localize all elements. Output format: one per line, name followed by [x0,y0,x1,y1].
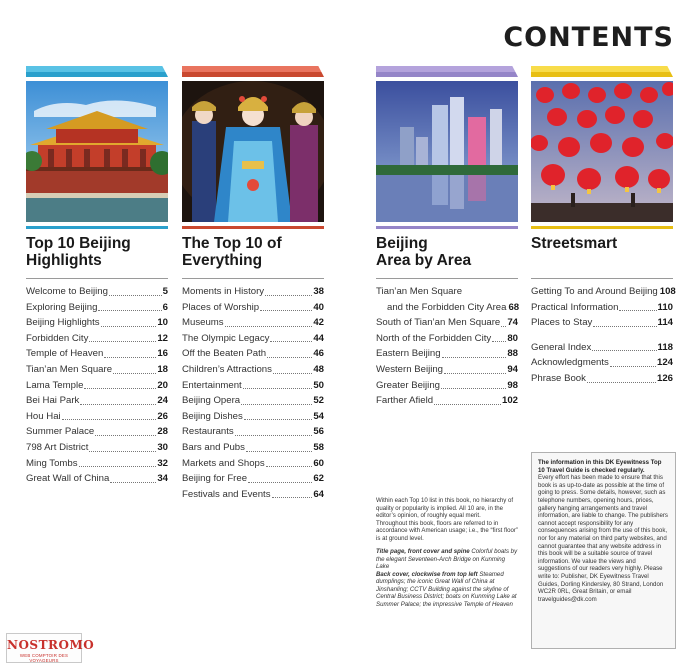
heading-bar [182,226,324,229]
toc-entry[interactable]: Beijing Opera 52 [182,395,324,407]
toc-entry[interactable]: Festivals and Events 64 [182,488,324,500]
section-title-line: Everything [182,252,263,269]
divider [26,278,168,279]
toc-entry[interactable]: Off the Beaten Path 46 [182,348,324,360]
toc-entry[interactable]: The Olympic Legacy 44 [182,332,324,344]
toc-entry[interactable]: Beijing for Free 62 [182,473,324,485]
toc-entry[interactable]: Lama Temple 20 [26,379,168,391]
divider [182,278,324,279]
toc-entry[interactable]: Greater Beijing 98 [376,379,518,391]
toc-entry[interactable]: Moments in History 38 [182,286,324,297]
toc-entry[interactable]: General Index 118 [531,341,673,353]
section-top10-highlights [26,66,168,487]
toc-entry[interactable]: Hou Hai 26 [26,410,168,422]
heading-bar [26,226,168,229]
toc-entry[interactable]: Western Beijing 94 [376,363,518,375]
toc-entry[interactable]: Acknowledgments 124 [531,357,673,369]
toc-entry[interactable]: Farther Afield 102 [376,395,518,407]
toc-entry[interactable]: 798 Art District 30 [26,441,168,453]
toc-entry[interactable]: Bars and Pubs 58 [182,441,324,453]
note-paragraph: Within each Top 10 list in this book, no hierarchy of quality or popularity is implied. All 10 are, in the editor’s opinion, of roughly equal merit. Throughout this book, floors are referred to in accordance with American usage; i.e., the “first floor” is at ground level. [376,497,518,542]
toc-entry[interactable]: Tian’an Men Square 18 [26,363,168,375]
contents-title: CONTENTS [503,22,674,53]
forbidden-city-photo [26,81,168,222]
section-tab [26,66,168,77]
toc-entry[interactable]: Museums 42 [182,317,324,329]
section-title-line: Area by Area [376,252,472,269]
section-top10-everything [182,66,324,502]
toc-entry[interactable]: Summer Palace 28 [26,426,168,438]
toc-entry[interactable]: Tian’an Men Square [376,286,463,297]
toc-entry[interactable]: Temple of Heaven 16 [26,348,168,360]
section-tab [531,66,673,77]
red-lanterns-photo [531,81,673,222]
toc-entry[interactable]: Welcome to Beijing 5 [26,286,168,297]
toc-list [182,284,324,502]
section-title [26,235,168,271]
info-box: The information in this DK Eyewitness Top 10 Travel Guide is checked regularly. Every effort has been made to ensure that this book is as up-to-date as possible at the time of going to press. Some details, however, such as telephone numbers, opening hours, prices, gallery hanging arrangements and travel information, are liable to change. The publishers cannot accept responsibility for any consequences arising from the use of this book, nor for any material on third party websites, and cannot guarantee that any website address in this book will be a suitable source of travel information. We value the views and suggestions of our readers very highly. Please write to: Publisher, DK Eyewitness Travel Guides, Dorling Kindersley, 80 Strand, London WC2R 0RL, Great Britain, or email travelguides@dk.com [531,452,676,649]
section-title-line: Highlights [26,252,102,269]
toc-entry[interactable]: Bei Hai Park 24 [26,395,168,407]
divider [376,278,518,279]
section-tab [376,66,518,77]
heading-bar [531,226,673,229]
heading-bar [376,226,518,229]
toc-entry[interactable]: Beijing Highlights 10 [26,317,168,329]
cbd-skyline-photo [376,81,518,222]
toc-list [531,284,676,387]
toc-list [26,284,168,487]
editorial-notes [376,497,519,614]
toc-entry[interactable]: South of Tian’an Men Square 74 [376,317,518,329]
toc-entry[interactable]: Restaurants 56 [182,426,324,438]
section-title [182,235,324,271]
toc-entry[interactable]: Entertainment 50 [182,379,324,391]
section-title [531,235,673,271]
divider [531,278,673,279]
cover-credits: Title page, front cover and spine Colorful boats by the elegant Seventeen-Arch Bridge on Kunming Lake Back cover, clockwise from top left Steamed dumplings; the iconic Great Wall of China at Jinshanling; CCTV Building against the skyline of Central Business District; boats on Kunming Lake at Summer Palace; the impressive Temple of Heaven [376,548,518,608]
section-title-line: Streetsmart [531,235,618,252]
toc-entry[interactable]: Great Wall of China 34 [26,473,168,485]
section-area-by-area [376,66,518,409]
toc-entry[interactable]: Exploring Beijing 6 [26,301,168,313]
toc-entry[interactable]: Ming Tombs 32 [26,457,168,469]
toc-entry[interactable]: Places of Worship 40 [182,301,324,313]
toc-entry[interactable]: Markets and Shops 60 [182,457,324,469]
section-streetsmart [531,66,676,387]
toc-entry[interactable]: Places to Stay 114 [531,317,673,329]
section-title-line: The Top 10 of [182,235,282,252]
toc-entry[interactable]: Phrase Book 126 [531,372,673,384]
nostromo-logo: NOSTROMO WEB COMPTOIR DES VOYAGEURS [6,633,82,663]
toc-entry[interactable]: Children’s Attractions 48 [182,363,324,375]
toc-entry[interactable]: Beijing Dishes 54 [182,410,324,422]
toc-entry[interactable]: North of the Forbidden City 80 [376,332,518,344]
toc-entry[interactable]: Eastern Beijing 88 [376,348,518,360]
toc-entry[interactable]: Practical Information 110 [531,301,673,313]
section-title-line: Top 10 Beijing [26,235,131,252]
toc-entry[interactable]: Forbidden City 12 [26,332,168,344]
section-title-line: Beijing [376,235,428,252]
beijing-opera-photo [182,81,324,222]
section-tab [182,66,324,77]
toc-list [376,284,518,409]
toc-entry[interactable]: Getting To and Around Beijing 108 [531,286,676,297]
toc-entry[interactable]: and the Forbidden City Area 68 [387,301,520,313]
section-title [376,235,518,271]
